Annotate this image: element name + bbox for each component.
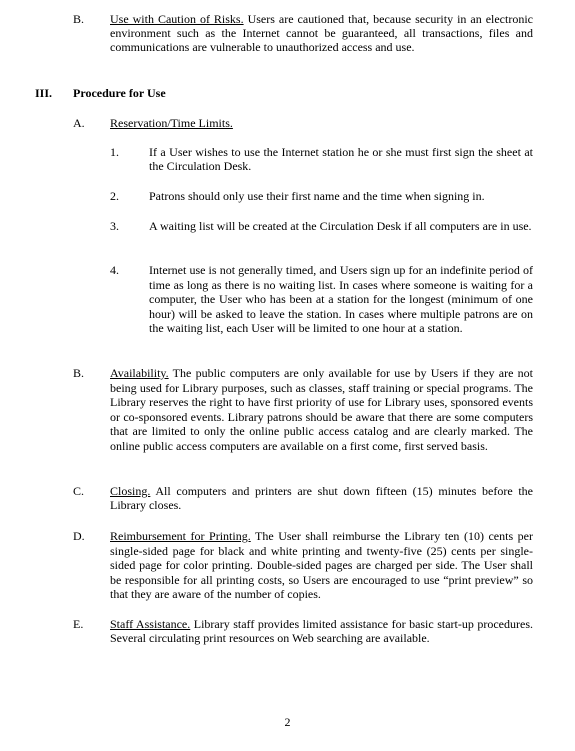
item-body [110,484,533,512]
item-title: Reservation/Time Limits. [110,116,233,130]
subitem-text: A waiting list will be created at the Circulation Desk if all computers are in use. [149,219,532,233]
item-label: C. [73,484,85,498]
item-body [110,12,533,54]
item-body [110,529,533,602]
item-label: A. [73,116,85,130]
item-label: D. [73,529,85,543]
item-text: The public computers are only available for use by Users if they are not being used for Library purposes, such as classes, staff training or special programs. The Library reserves the right to have first priority of use for Library uses, sponsored events or co-sponsored events. Library patrons should be aware that there are some computers that are limited to only the online public access catalog and are clearly marked. The online public access computers are available on a first come, first served basis. [110,366,533,453]
item-title: Closing. [110,484,151,498]
item-title: Use with Caution of Risks. [110,12,244,26]
section-title: Procedure for Use [73,86,166,100]
item-text: Users are cautioned that, because security in an electronic environment such as the Internet cannot be guaranteed, all transactions, files and communications are vulnerable to unauthorized access and use. [110,12,533,54]
subitem-text: Patrons should only use their first name and the time when signing in. [149,189,485,203]
item-title: Staff Assistance. [110,617,191,631]
item-label: E. [73,617,84,631]
section-number: III. [35,86,53,100]
item-text: Library staff provides limited assistance for basic start-up procedures. Several circulating print resources on Web searching are available. [110,617,533,645]
item-title: Reimbursement for Printing. [110,529,251,543]
item-body [110,366,533,454]
item-label: B. [73,12,85,26]
item-label: B. [73,366,85,380]
item-body [110,617,533,645]
subitem-text: Internet use is not generally timed, and Users sign up for an indefinite period of time as long as there is no waiting list. In cases where someone is waiting for a computer, the User who has been at a station for the longest (minimum of one hour) will be asked to leave the station. In cases where multiple patrons are on the waiting list, each User will be limited to one hour at a station. [149,263,533,336]
item-text: All computers and printers are shut down fifteen (15) minutes before the Library closes. [110,484,533,512]
item-title: Availability. [110,366,169,380]
subitem-text: If a User wishes to use the Internet station he or she must first sign the sheet at the Circulation Desk. [149,145,533,173]
subitem-label: 3. [110,219,119,233]
subitem-label: 4. [110,263,119,277]
subitem-label: 1. [110,145,119,159]
subitem-label: 2. [110,189,119,203]
item-text: The User shall reimburse the Library ten (10) cents per single-sided page for black and white printing and twenty-five (25) cents per single-sided page for color printing. Double-sided pages are charged per side. The User shall be responsible for all printing costs, so Users are encouraged to use “print preview” so that they are aware of the number of copies. [110,529,533,602]
page-number: 2 [284,715,291,729]
